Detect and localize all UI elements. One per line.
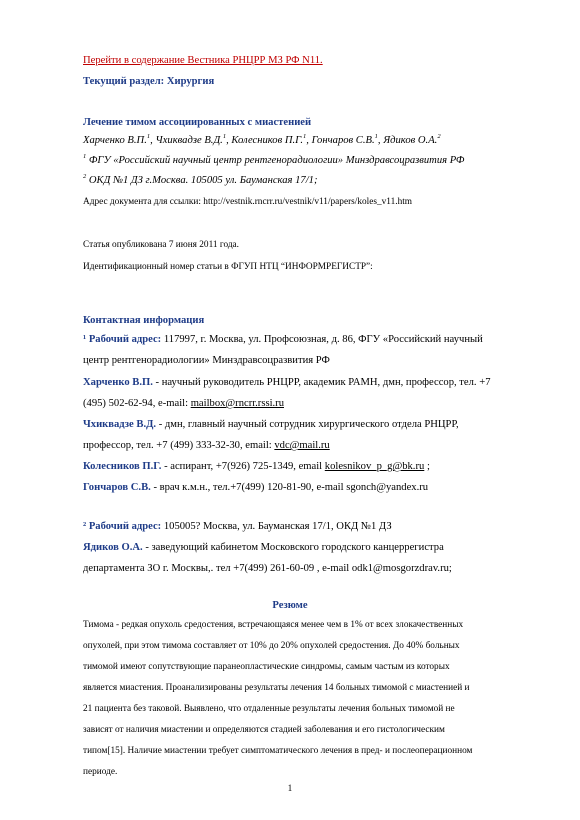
affiliation-text: ФГУ «Российский научный центр рентгенорадиологии» Минздравсоцразвития РФ bbox=[86, 155, 465, 166]
abstract-line: зависят от наличия миастении и определяются стадией заболевания и его гистологическим bbox=[83, 725, 445, 735]
abstract-line: типом[15]. Наличие миастении требует симптоматического лечения в пред- и послеоперационном bbox=[83, 746, 473, 756]
publication-date: Статья опубликована 7 июня 2011 года. bbox=[83, 240, 240, 250]
abstract-heading: Резюме bbox=[272, 600, 308, 611]
contact-text: профессор, тел. +7 (499) 333-32-30, email: bbox=[83, 440, 275, 451]
contact-person-2 bbox=[83, 418, 459, 431]
contact-name: Чхиквадзе В.Д. bbox=[83, 419, 157, 430]
work-address-1 bbox=[83, 333, 483, 346]
contact-name: Ядиков О.А. bbox=[83, 542, 143, 553]
author-name: Колесников П.Г. bbox=[231, 135, 304, 146]
work-address-label: ¹ Рабочий адрес: bbox=[83, 334, 162, 345]
registry-id-line: Идентификационный номер статьи в ФГУП НТЦ “ИНФОРМРЕГИСТР”: bbox=[83, 262, 373, 272]
vestnik-contents-link[interactable]: Перейти в содержание Вестника РНЦРР МЗ РФ N11. bbox=[83, 55, 323, 66]
contact-name: Колесников П.Г. bbox=[83, 461, 162, 472]
author-sup: 1 bbox=[303, 133, 307, 140]
author-name: Харченко В.П. bbox=[83, 135, 147, 146]
abstract-line: опухолей, при этом тимома составляет от 10% до 20% опухолей средостения. До 40% больных bbox=[83, 641, 460, 651]
contact-person-5 bbox=[83, 541, 444, 554]
author-sup: 1 bbox=[222, 133, 227, 140]
contact-person-4 bbox=[83, 481, 428, 494]
affiliation-1 bbox=[83, 154, 464, 167]
author-sup: 2 bbox=[437, 133, 441, 140]
contact-person-1 bbox=[83, 376, 491, 389]
contact-person-5-cont: департамента ЗО г. Москвы,. тел +7(499) 261-60-09 , e-mail odk1@mosgorzdrav.ru; bbox=[83, 563, 452, 574]
contact-text: - дмн, главный научный сотрудник хирургического отдела РНЦРР, bbox=[156, 419, 459, 430]
document-url-line: Адрес документа для ссылки: http://vestnik.rncrr.ru/vestnik/v11/papers/koles_v11.htm bbox=[83, 197, 413, 207]
contacts-heading: Контактная информация bbox=[83, 315, 205, 326]
work-address-label: ² Рабочий адрес: bbox=[83, 521, 162, 532]
email-link[interactable]: vdc@mail.ru bbox=[274, 440, 330, 451]
authors-line: Харченко В.П.$^1$, Чхиквадзе В.Д.$^1$, Колесников П.Г.$^1$, Гончаров С.В.$^1$, Ядиков О.А.$^2$ bbox=[83, 133, 441, 146]
author-name: Чхиквадзе В.Д. bbox=[155, 135, 223, 146]
contact-text: (495) 502-62-94, e-mail: bbox=[83, 398, 191, 409]
abstract-line: Тимома - редкая опухоль средостения, встречающаяся менее чем в 1% от всех злокачественных bbox=[83, 620, 464, 630]
abstract-line: тимомой имеют сопутствующие паранеопластические синдромы, самым частым из которых bbox=[83, 662, 450, 672]
affiliation-sup: 1 bbox=[83, 153, 87, 160]
contact-person-1-cont bbox=[83, 397, 284, 410]
author-name: Гончаров С.В. bbox=[311, 135, 375, 146]
abstract-line: 21 пациента без таковой. Выявлено, что отдаленные результаты лечения больных тимомой не bbox=[83, 704, 455, 714]
author-sup: 1 bbox=[146, 133, 151, 140]
email-link[interactable]: kolesnikov_p_g@bk.ru bbox=[324, 461, 425, 472]
work-address-text: 105005? Москва, ул. Бауманская 17/1, ОКД №1 ДЗ bbox=[161, 521, 392, 532]
abstract-line: является миастения. Проанализированы результаты лечения 14 больных тимомой с миастенией и bbox=[83, 683, 470, 693]
affiliation-2 bbox=[83, 174, 317, 187]
work-address-text: 117997, г. Москва, ул. Профсоюзная, д. 86, ФГУ «Российский научный bbox=[161, 334, 483, 345]
contact-person-2-cont bbox=[83, 439, 330, 452]
current-section-label: Текущий раздел: Хирургия bbox=[83, 76, 215, 87]
abstract-line: периоде. bbox=[83, 767, 118, 777]
contact-text: - научный руководитель РНЦРР, академик РАМН, дмн, профессор, тел. +7 bbox=[152, 377, 491, 388]
contact-text: ; bbox=[424, 461, 430, 472]
author-sup: 1 bbox=[374, 133, 378, 140]
affiliation-text: ОКД №1 ДЗ г.Москва. 105005 ул. Бауманская 17/1; bbox=[86, 175, 318, 186]
contact-name: Харченко В.П. bbox=[83, 377, 153, 388]
contact-name: Гончаров С.В. bbox=[83, 482, 151, 493]
contact-person-3 bbox=[83, 460, 430, 473]
page-number: 1 bbox=[287, 784, 293, 794]
contact-text: - заведующий кабинетом Московского городского канцеррегистра bbox=[142, 542, 444, 553]
work-address-2 bbox=[83, 520, 392, 533]
work-address-1-cont: центр рентгенорадиологии» Минздравсоцразвития РФ bbox=[83, 355, 330, 366]
contact-text: - врач к.м.н., тел.+7(499) 120-81-90, e-mail sgonch@yandex.ru bbox=[150, 482, 429, 493]
contact-text: - аспирант, +7(926) 725-1349, email bbox=[161, 461, 325, 472]
email-link[interactable]: mailbox@rncrr.rssi.ru bbox=[190, 398, 284, 409]
affiliation-sup: 2 bbox=[83, 173, 87, 180]
author-name: Ядиков О.А. bbox=[383, 135, 438, 146]
article-title: Лечение тимом ассоциированных с миастенией bbox=[83, 117, 312, 128]
